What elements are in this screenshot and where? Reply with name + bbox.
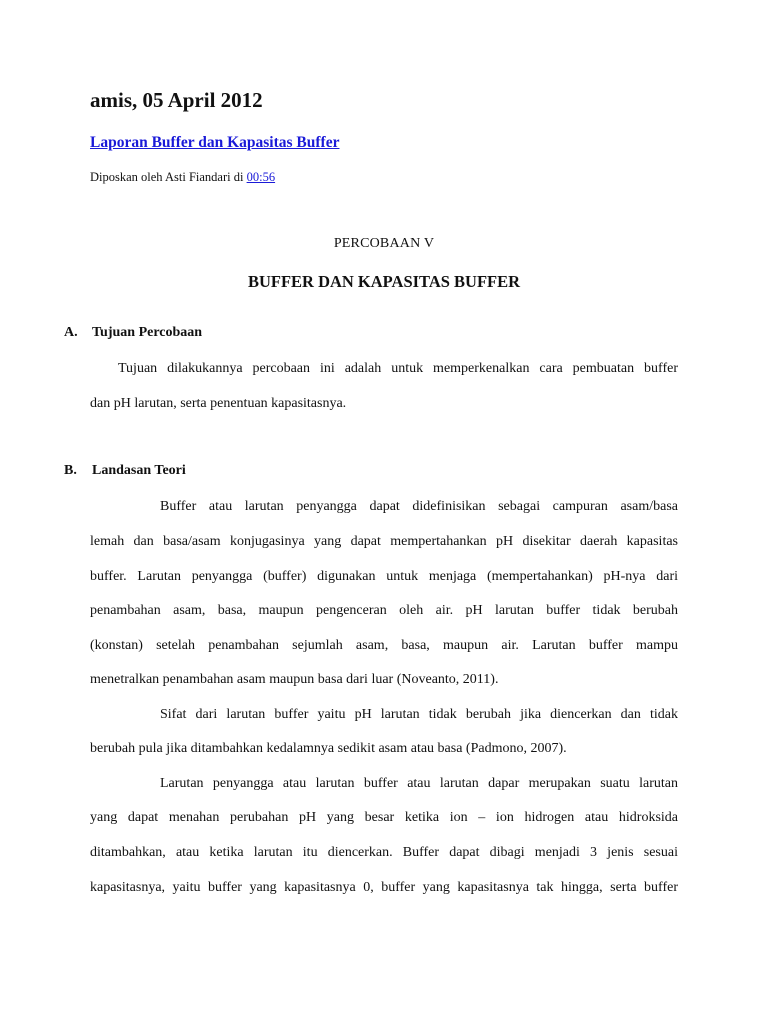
section-heading-label: Landasan Teori xyxy=(92,463,186,478)
paragraph-line: Tujuan dilakukannya percobaan ini adalah untuk memperkenalkan cara pembuatan buffer xyxy=(118,361,678,376)
paragraph-line: lemah dan basa/asam konjugasinya yang dapat mempertahankan pH disekitar daerah kapasitas xyxy=(90,534,678,549)
post-title-link[interactable]: Laporan Buffer dan Kapasitas Buffer xyxy=(90,134,340,151)
paragraph-line: menetralkan penambahan asam maupun basa dari luar (Noveanto, 2011). xyxy=(90,672,499,687)
paragraph-line: dan pH larutan, serta penentuan kapasitasnya. xyxy=(90,396,347,411)
section-letter: B. xyxy=(64,463,77,478)
section-heading-landasan xyxy=(64,463,186,479)
post-byline xyxy=(90,170,275,185)
paragraph-line: berubah pula jika ditambahkan kedalamnya sedikit asam atau basa (Padmono, 2007). xyxy=(90,741,567,756)
paragraph-line: Larutan penyangga atau larutan buffer atau larutan dapar merupakan suatu larutan xyxy=(160,776,678,791)
section-heading-label: Tujuan Percobaan xyxy=(92,325,203,340)
section-letter: A. xyxy=(64,325,78,340)
section-heading-tujuan xyxy=(64,325,202,341)
document-title: BUFFER DAN KAPASITAS BUFFER xyxy=(247,272,521,291)
paragraph-line: buffer. Larutan penyangga (buffer) digunakan untuk menjaga (mempertahankan) pH-nya dari xyxy=(90,569,678,584)
post-time-link[interactable]: 00:56 xyxy=(246,170,276,184)
paragraph-line: Sifat dari larutan buffer yaitu pH larutan tidak berubah jika diencerkan dan tidak xyxy=(160,707,678,722)
paragraph-line: yang dapat menahan perubahan pH yang besar ketika ion – ion hidrogen atau hidroksida xyxy=(90,810,678,825)
paragraph-line: ditambahkan, atau ketika larutan itu diencerkan. Buffer dapat dibagi menjadi 3 jenis sesuai xyxy=(90,845,678,860)
post-date-header: amis, 05 April 2012 xyxy=(90,88,263,112)
paragraph-line: Buffer atau larutan penyangga dapat didefinisikan sebagai campuran asam/basa xyxy=(160,499,678,514)
paragraph-line: penambahan asam, basa, maupun pengenceran oleh air. pH larutan buffer tidak berubah xyxy=(90,603,678,618)
experiment-label: PERCOBAAN V xyxy=(333,236,435,251)
byline-author-text: Diposkan oleh Asti Fiandari di xyxy=(90,170,247,184)
paragraph-line: (konstan) setelah penambahan sejumlah asam, basa, maupun air. Larutan buffer mampu xyxy=(90,638,678,653)
paragraph-line: kapasitasnya, yaitu buffer yang kapasitasnya 0, buffer yang kapasitasnya tak hingga, serta buffer xyxy=(90,880,678,895)
